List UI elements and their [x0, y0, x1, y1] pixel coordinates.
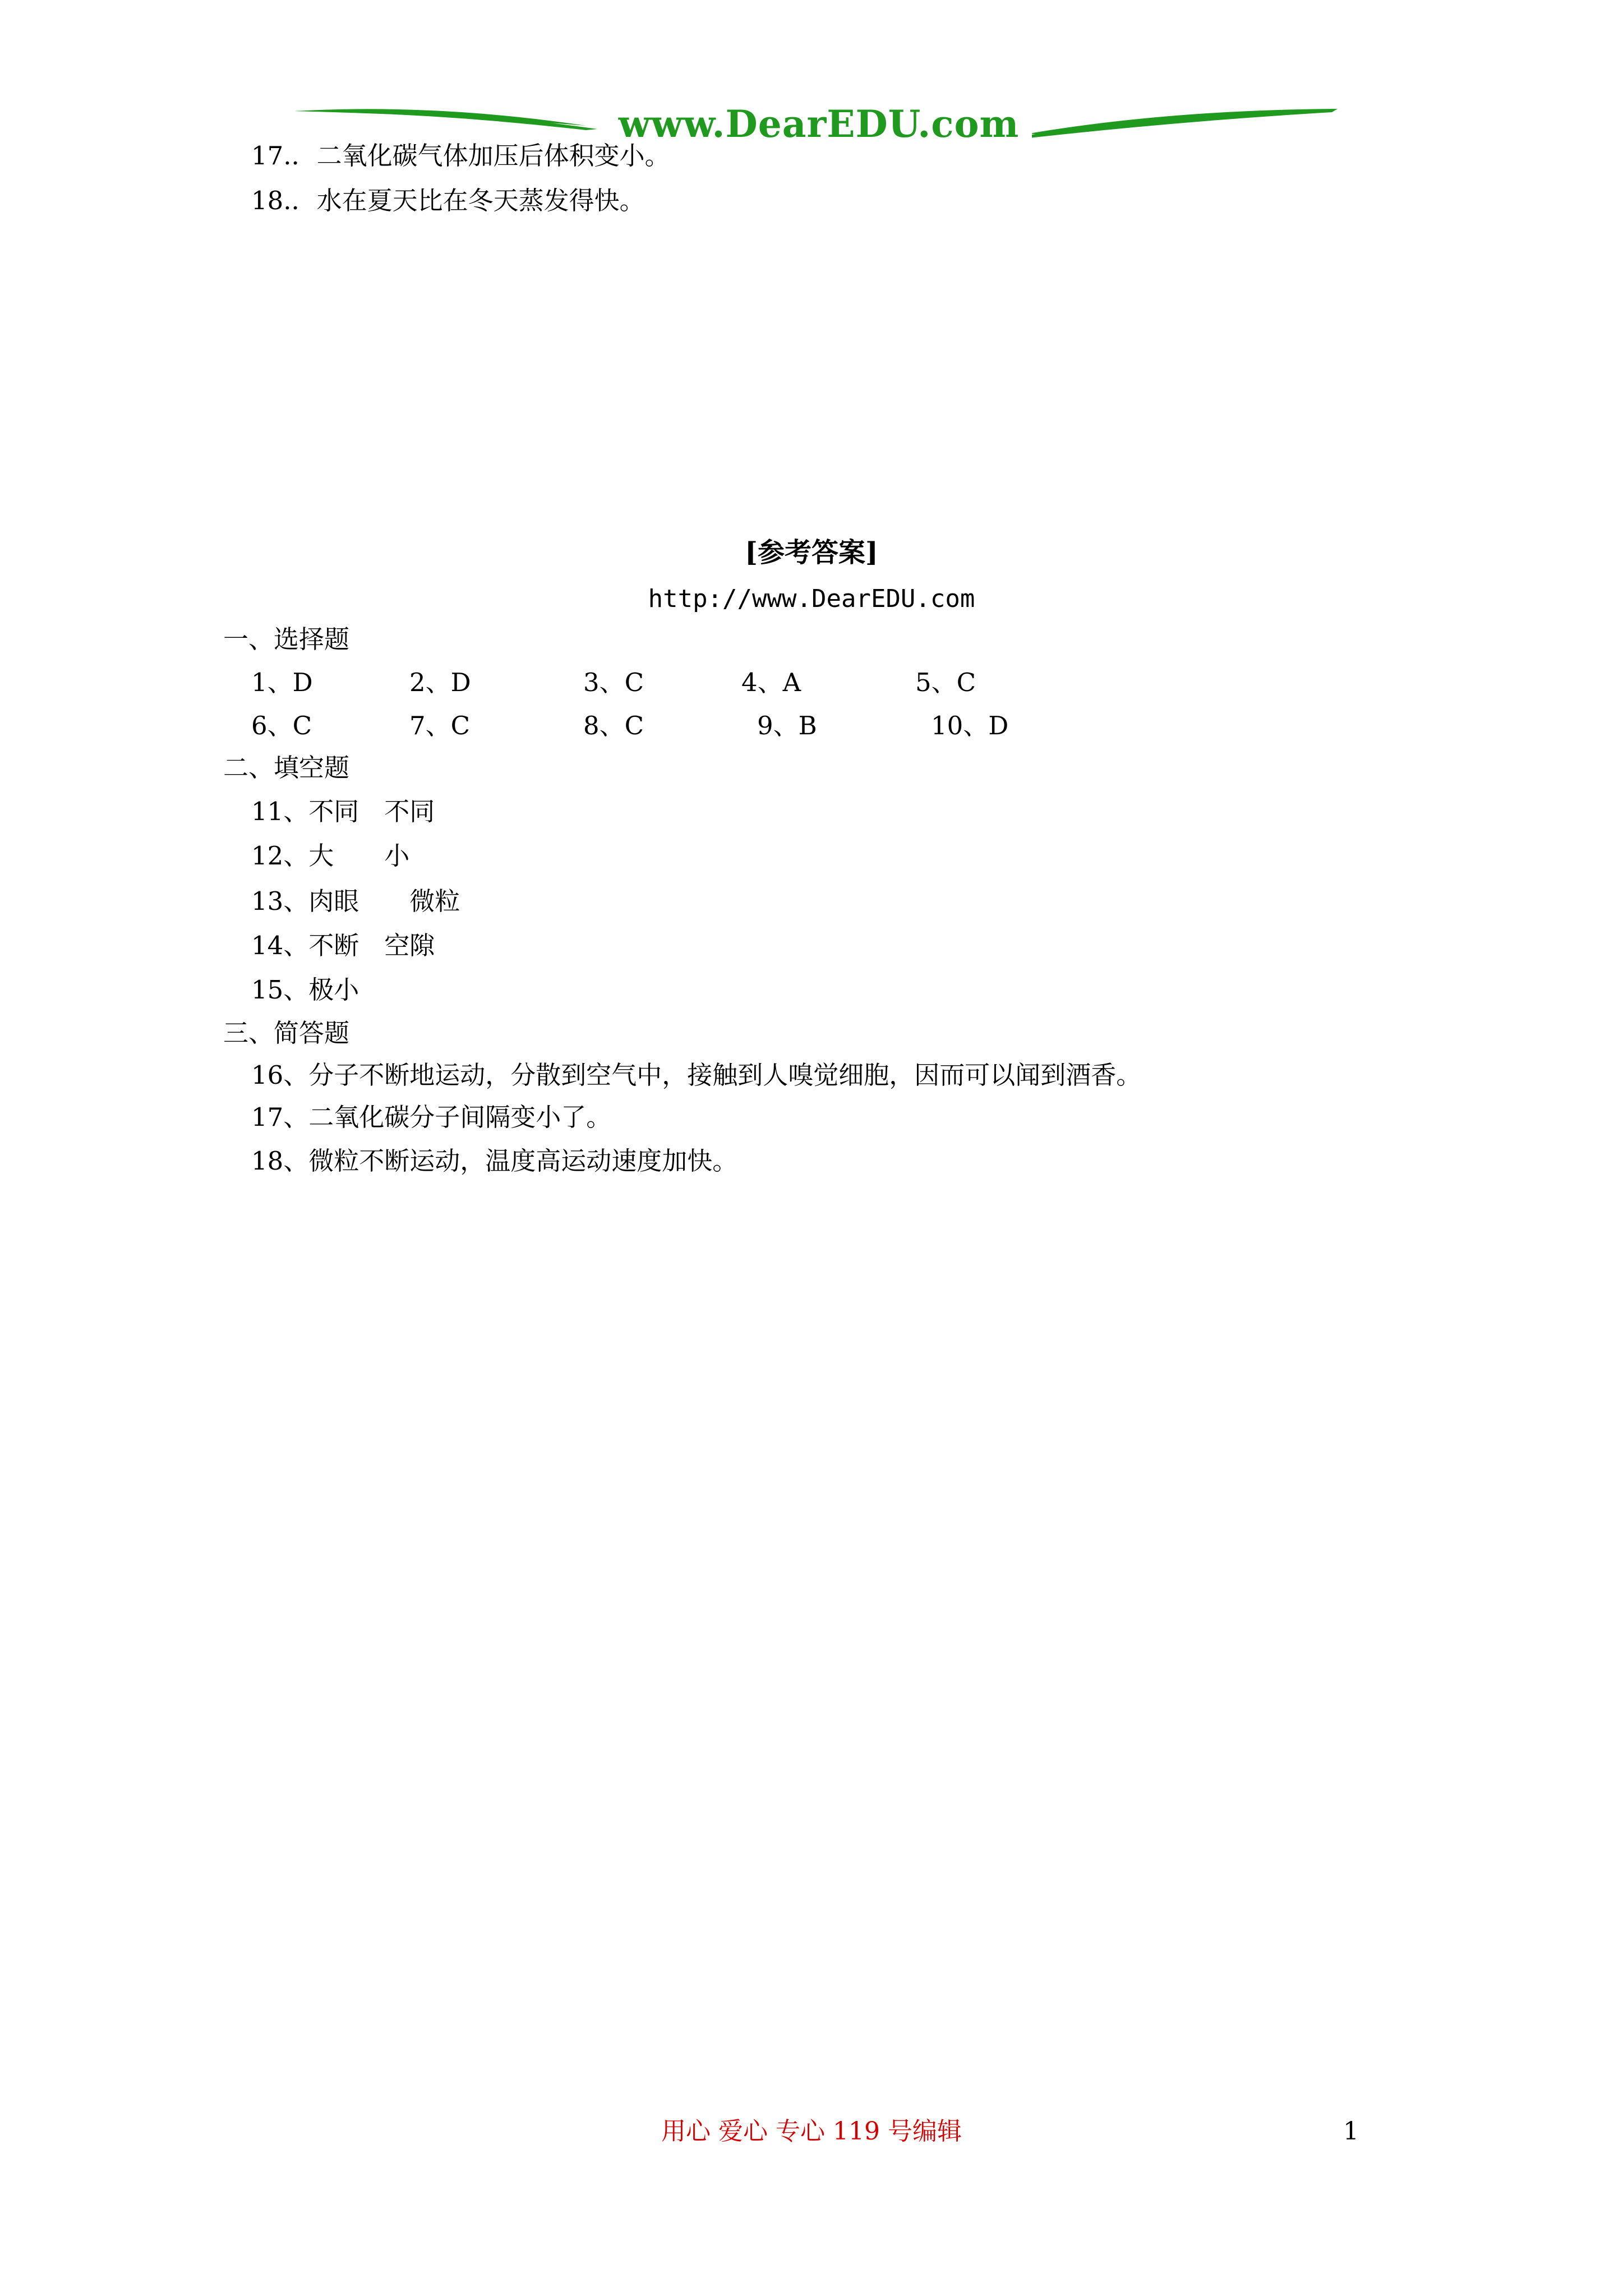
- choice-answer: 2、D: [409, 668, 471, 697]
- answers-title: [参考答案]: [745, 537, 878, 568]
- site-logo: www.DearEDU.com: [606, 99, 1032, 149]
- section-fill-heading: 二、填空题: [223, 753, 350, 783]
- answers-url: http://www.DearEDU.com: [648, 585, 975, 613]
- section-short-heading: 三、简答题: [223, 1018, 350, 1048]
- choice-answer: 5、C: [915, 668, 976, 697]
- choice-answer: 10、D: [931, 711, 1009, 740]
- choice-answer: 9、B: [757, 711, 817, 740]
- short-answer: 16、分子不断地运动，分散到空气中，接触到人嗅觉细胞，因而可以闻到酒香。: [251, 1060, 1142, 1090]
- choice-answer: 7、C: [409, 711, 471, 740]
- fill-answer: 13、肉眼 微粒: [251, 886, 460, 916]
- page-number: 1: [1343, 2117, 1359, 2146]
- short-answer: 17、二氧化碳分子间隔变小了。: [251, 1102, 612, 1132]
- fill-answer: 12、大 小: [251, 841, 410, 871]
- choice-answer: 4、A: [741, 668, 801, 697]
- fill-answer: 14、不断 空隙: [251, 931, 435, 960]
- question-17: 17.．二氧化碳气体加压后体积变小。: [251, 141, 670, 171]
- section-choice-heading: 一、选择题: [223, 624, 350, 654]
- choice-answer: 3、C: [583, 668, 644, 697]
- fill-answer: 11、不同 不同: [251, 797, 435, 826]
- fill-answer: 15、极小: [251, 975, 359, 1005]
- choice-row-1: [0, 666, 1623, 700]
- question-18: 18.．水在夏天比在冬天蒸发得快。: [251, 186, 645, 215]
- choice-answer: 1、D: [251, 668, 313, 697]
- short-answer: 18、微粒不断运动，温度高运动速度加快。: [251, 1146, 738, 1176]
- choice-row-2: [0, 709, 1623, 743]
- footer-text: 用心 爱心 专心 119 号编辑: [661, 2117, 962, 2146]
- choice-answer: 8、C: [583, 711, 644, 740]
- choice-answer: 6、C: [251, 711, 312, 740]
